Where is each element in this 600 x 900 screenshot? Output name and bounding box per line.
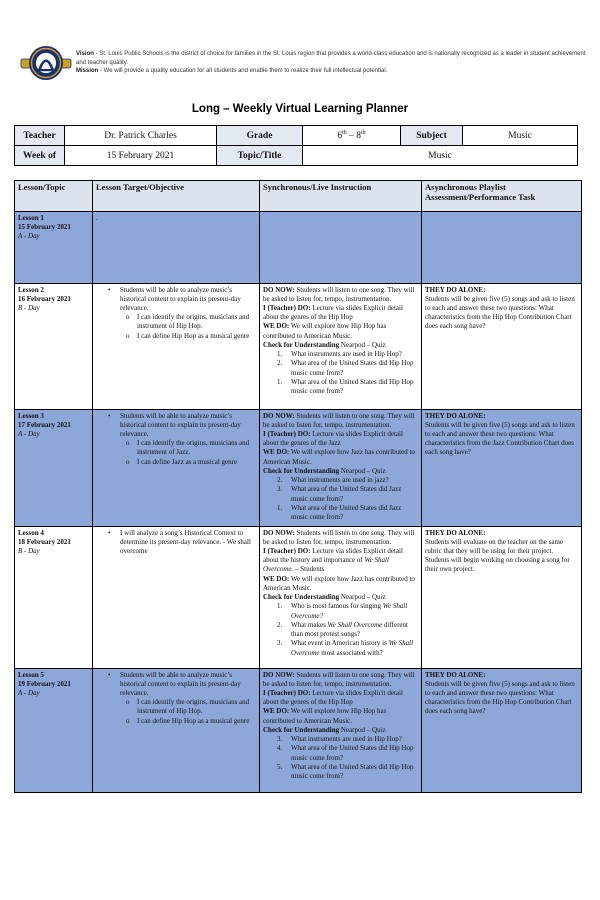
lesson-day: B - Day [18,547,40,555]
text-run: Students will be given five (5) songs and ask to listen to each and answer these two questions: What characteristics from the Hip Hop Contribution Chart does each song have? [425,679,575,716]
text-block [96,458,256,467]
text-run: I (Teacher) DO: Lecture via slides Explicit detail about the genres of the Jazz [263,430,403,448]
text-run: What area of the United States did Hip Hop music come from? [291,744,414,762]
col-asynchronous-line2: Assessment/Performance Task [425,191,536,202]
list-number: 3. [277,485,283,494]
text-run: I can identify the origins, musicians and instrument of Hip Hop. [137,698,250,716]
asynchronous-task-cell [422,409,582,526]
lesson-date: 16 February 2021 [18,294,71,303]
text-run: WE DO: We will explore how Jazz has contributed to American Music. [263,448,415,466]
text-run: THEY DO ALONE: [425,285,486,294]
text-run: Check for Understanding Nearpod – Quiz [263,466,386,475]
text-run: What area of the United States did Jazz music come from? [291,503,402,522]
text-block [263,671,418,689]
topic-title-value: Music [303,146,578,166]
text-run: THEY DO ALONE: [425,670,486,679]
text-block [96,412,256,440]
planner-table [14,180,582,793]
list-number: 2. [277,620,283,629]
grade-from: 6 [337,131,343,142]
lesson-title: Lesson 5 [18,670,44,679]
lesson-date: 19 February 2021 [18,679,71,688]
text-run: I (Teacher) DO: Lecture via slides Explicit detail about the history and importance of We Shall Overcome. – Students [263,547,403,574]
list-number: 1. [277,602,283,611]
list-number: 2. [277,476,283,485]
lesson-day: A - Day [18,232,40,240]
text-run: What instruments are used in Hip Hop? [291,735,402,744]
text-run: Students will be given five (5) songs and ask to listen to each and answer these two questions: What characteristics from the Jazz Contribution Chart does each song have? [425,420,575,457]
list-number: 3. [277,639,283,648]
col-lesson-topic: Lesson/Topic [15,181,93,212]
planner-row [15,526,582,668]
text-block [96,313,256,331]
list-bullet: • [108,670,111,679]
text-block [263,350,418,359]
text-run: Students will be given five (5) songs and ask to listen to each and answer these two questions: What characteristics from the Hip Hop Contribution Chart does each song have? [425,294,575,331]
text-run: Who is most famous for singing We Shall Overcome? [291,602,408,620]
text-run: What event in American history is We Shall Overcome most associated with? [291,639,414,657]
text-run: What area of the United States did Hip Hop music come from? [291,377,414,396]
info-row-2 [15,146,578,166]
text-block [263,304,418,322]
text-run: Check for Understanding Nearpod – Quiz [263,725,386,734]
lesson-title: Lesson 2 [18,285,44,294]
mission-line [76,67,592,76]
lesson-target-cell [93,211,260,283]
lesson-day: B - Day [18,304,40,312]
info-row-1 [15,126,578,146]
list-bullet: o [126,439,130,448]
text-block [425,529,578,538]
lesson-topic-cell [15,668,93,792]
text-run: I (Teacher) DO: Lecture via slides Explicit detail about the genres of the Hip Hop [263,689,403,707]
lesson-title: Lesson 3 [18,411,44,420]
list-bullet: o [126,698,130,707]
text-run: Check for Understanding Nearpod – Quiz [263,593,386,602]
page-title: Long – Weekly Virtual Learning Planner [191,103,409,115]
text-block [263,286,418,304]
planner-row [15,211,582,283]
text-block [263,689,418,707]
text-block [425,286,578,295]
text-block [263,744,418,762]
teacher-value: Dr. Patrick Charles [65,126,217,146]
planner-body [15,211,582,792]
list-number: 1. [277,350,283,359]
grade-value [303,126,401,146]
text-run: What instruments are used in Hip Hop? [291,350,402,359]
text-block [96,286,256,314]
text-block [263,378,418,396]
col-asynchronous [422,181,582,212]
list-number: 2. [277,359,283,368]
text-block [425,295,578,332]
list-bullet: o [126,313,130,322]
text-run: What makes We Shall Overcome different than most protest songs? [291,620,408,639]
text-run: WE DO: We will explore how Hip Hop has contributed to American Music. [263,322,387,340]
text-run: I can identify the origins, musicians and instrument of Jazz. [137,439,250,457]
text-run: DO NOW: Students will listen to one song. They will be asked to listen for, tempo, instrumentation. [263,411,415,429]
teacher-label: Teacher [15,126,65,146]
mission-label: Mission [76,68,99,75]
asynchronous-task-cell [422,283,582,409]
text-run: Students will be able to analyze music’s historical content to explain its present-day relevance. [120,285,241,312]
list-bullet: o [126,716,130,725]
text-run: . [96,213,98,222]
lesson-target-cell [93,668,260,792]
lesson-topic-cell [15,283,93,409]
lesson-topic-cell [15,526,93,668]
text-block [263,575,418,593]
col-synchronous: Synchronous/Live Instruction [260,181,422,212]
text-block [425,671,578,680]
col-asynchronous-line1: Asynchronous Playlist [425,182,506,192]
text-block [425,412,578,421]
lesson-target-cell [93,526,260,668]
text-run: What instruments are used in jazz? [291,476,389,485]
text-block [263,485,418,503]
planner-row [15,668,582,792]
text-run: I can define Hip Hop as a musical genre [137,716,250,725]
text-block [263,602,418,620]
text-run: Students will evaluate on the teacher on the same rubric that they will be using for their project. Students will begin working on choosing a song for their own project. [425,537,570,574]
list-bullet: o [126,331,130,340]
list-number: 1. [277,377,283,386]
col-lesson-target: Lesson Target/Objective [93,181,260,212]
subject-label: Subject [401,126,463,146]
lesson-topic-cell [15,211,93,283]
info-table [14,125,578,166]
list-number: 3. [277,735,283,744]
text-run: WE DO: We will explore how Hip Hop has contributed to American Music. [263,707,387,725]
lesson-target-cell [93,283,260,409]
text-block [263,529,418,547]
text-block [263,430,418,448]
grade-label: Grade [217,126,303,146]
subject-value: Music [463,126,578,146]
text-run: What area of the United States did Hip Hop music come from? [291,359,414,377]
mission-body: - We will provide a quality education for all students and enable them to realize their full intellectual potential. [98,68,388,75]
text-run: I can define Hip Hop as a musical genre [137,331,250,340]
text-run: THEY DO ALONE: [425,528,486,537]
text-run: I (Teacher) DO: Lecture via slides Explicit detail about the genres of the Hip Hop [263,304,403,322]
asynchronous-task-cell [422,526,582,668]
text-block [96,439,256,457]
text-block [96,332,256,341]
text-block [263,726,418,735]
text-block [96,717,256,726]
list-number: 4. [277,744,283,753]
text-block [263,707,418,725]
text-block [263,621,418,639]
text-block [263,547,418,575]
synchronous-instruction-cell [260,409,422,526]
list-bullet: o [126,457,130,466]
text-block [263,467,418,476]
topic-title-label: Topic/Title [217,146,303,166]
planner-header-row [15,181,582,212]
text-run: Check for Understanding Nearpod – Quiz [263,340,386,349]
synchronous-instruction-cell [260,211,422,283]
text-run: What area of the United States did Jazz music come from? [291,485,402,503]
text-run: I will analyze a song’s Historical Context to determine its present-day relevance. - We shall overcome [120,528,251,555]
lesson-topic-cell [15,409,93,526]
list-number: 5. [277,762,283,771]
list-bullet: • [108,285,111,294]
lesson-date: 18 February 2021 [18,537,71,546]
lesson-day: A - Day [18,430,40,438]
text-block [425,680,578,717]
text-block [263,412,418,430]
lesson-date: 15 February 2021 [18,222,71,231]
vision-mission-text [76,48,592,76]
synchronous-instruction-cell [260,283,422,409]
lesson-date: 17 February 2021 [18,420,71,429]
text-run: WE DO: We will explore how Jazz has contributed to American Music. [263,574,415,592]
text-block [263,341,418,350]
text-block [96,671,256,699]
text-run: DO NOW: Students will listen to one song. They will be asked to listen for, tempo, instrumentation. [263,528,415,546]
vision-label: Vision [76,51,94,57]
text-run: I can identify the origins, musicians and instrument of Hip Hop. [137,313,250,331]
text-run: Students will be able to analyze music’s historical content to explain its present-day relevance. [120,670,241,697]
text-block [425,421,578,458]
grade-from-suffix: th [342,129,347,136]
synchronous-instruction-cell [260,526,422,668]
planner-row [15,283,582,409]
lesson-target-cell [93,409,260,526]
lesson-title: Lesson 4 [18,528,44,537]
week-of-label: Week of [15,146,65,166]
text-block [263,593,418,602]
text-run: DO NOW: Students will listen to one song. They will be asked to listen for, tempo, instrumentation. [263,285,415,303]
text-run: DO NOW: Students will listen to one song. They will be asked to listen for, tempo, instrumentation. [263,670,415,688]
text-block [263,476,418,485]
vision-body: - St. Louis Public Schools is the district of choice for families in the St. Louis region that provides a world-class education and is nationally recognized as a leader in student achievement and teacher quality. [76,51,586,66]
list-number: 1. [277,503,283,512]
text-block [263,359,418,377]
text-block [425,538,578,575]
text-block [263,448,418,466]
asynchronous-task-cell [422,668,582,792]
text-block [263,322,418,340]
list-bullet: • [108,411,111,420]
text-block [96,698,256,716]
text-block [263,735,418,744]
grade-dash: – [346,131,357,142]
vision-line [76,50,592,67]
text-run: What area of the United States did Hip Hop music come from? [291,762,414,781]
text-block [263,504,418,522]
planner-row [15,409,582,526]
asynchronous-task-cell [422,211,582,283]
text-block [96,214,256,223]
list-bullet: • [108,528,111,537]
week-of-value: 15 February 2021 [65,146,217,166]
lesson-day: A - Day [18,689,40,697]
district-seal-icon [20,44,76,89]
lesson-title: Lesson 1 [18,213,44,222]
text-block [263,639,418,657]
text-block [263,763,418,781]
text-block [96,529,256,557]
text-run: Students will be able to analyze music’s historical content to explain its present-day relevance. [120,411,241,438]
district-header [0,48,600,89]
text-run: I can define Jazz as a musical genre [137,457,238,466]
text-run: THEY DO ALONE: [425,411,486,420]
grade-to: 8 [356,131,361,142]
synchronous-instruction-cell [260,668,422,792]
grade-to-suffix: th [361,129,366,136]
